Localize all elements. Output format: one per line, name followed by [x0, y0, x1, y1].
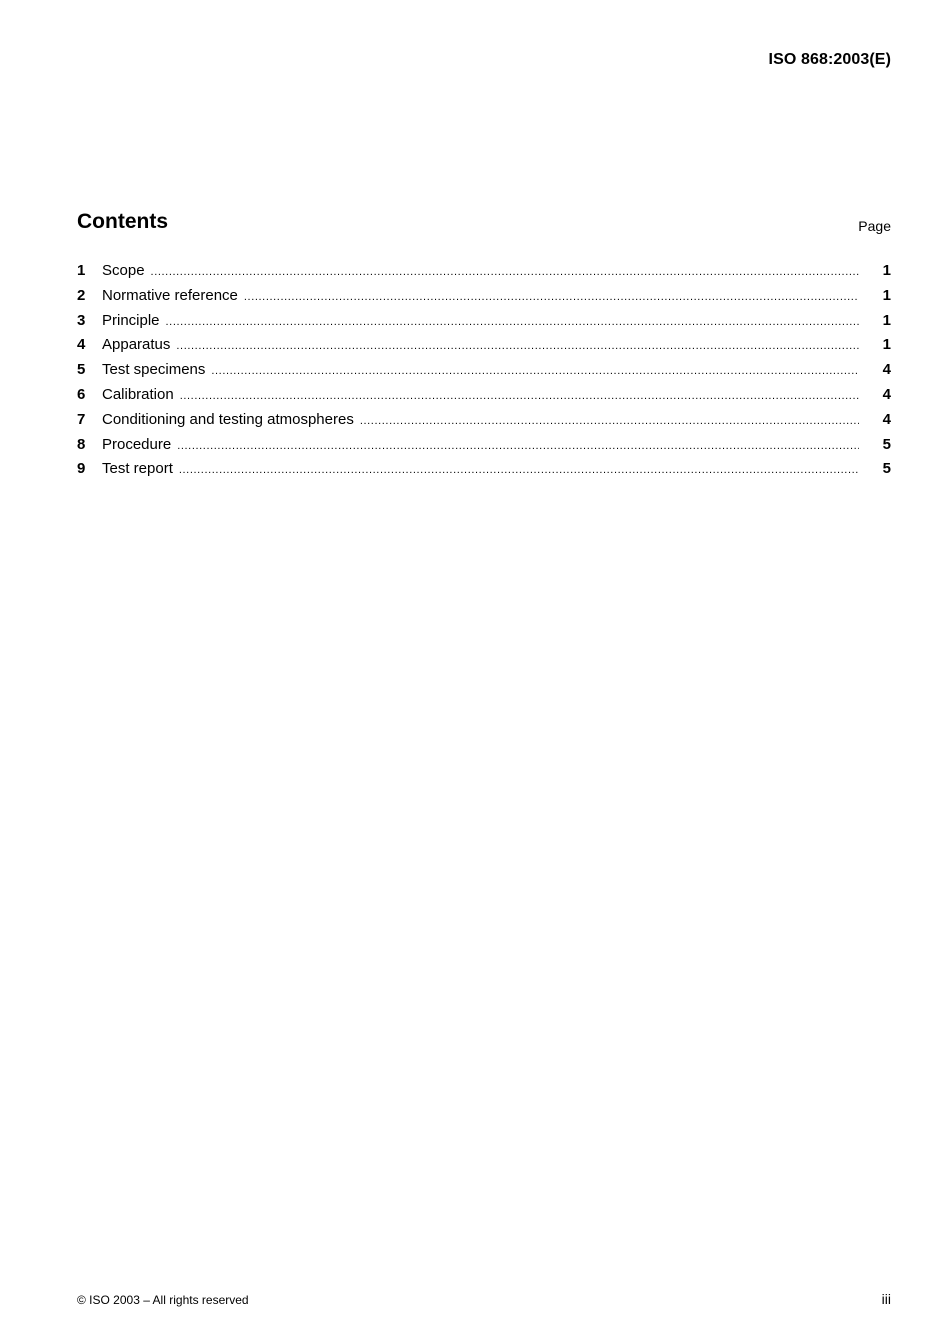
- table-of-contents: [77, 262, 891, 485]
- toc-entry-page: 5: [882, 435, 891, 453]
- toc-entry-number: 4: [77, 336, 86, 354]
- toc-entry-title: Test report: [102, 460, 173, 478]
- dot-leader: [244, 291, 859, 303]
- toc-entry-number: 1: [77, 262, 86, 279]
- toc-entry-title: Apparatus: [102, 336, 171, 354]
- toc-entry-page: 1: [882, 286, 891, 304]
- toc-entry-conditioning[interactable]: [77, 411, 891, 436]
- dot-leader: [179, 464, 859, 476]
- toc-entry-procedure[interactable]: [77, 436, 891, 461]
- dot-leader: [176, 340, 859, 352]
- toc-entry-page: 5: [882, 460, 891, 478]
- toc-entry-number: 6: [77, 385, 86, 403]
- toc-entry-number: 9: [77, 460, 86, 478]
- toc-entry-number: 7: [77, 410, 86, 428]
- toc-entry-page: 4: [882, 361, 891, 379]
- dot-leader: [360, 415, 859, 427]
- toc-entry-test-specimens[interactable]: [77, 361, 891, 386]
- toc-entry-title: Normative reference: [102, 286, 238, 304]
- toc-entry-title: Test specimens: [102, 361, 206, 379]
- toc-entry-principle[interactable]: [77, 312, 891, 337]
- copyright-notice: © ISO 2003 – All rights reserved: [77, 1293, 249, 1307]
- toc-entry-page: 4: [882, 410, 891, 428]
- dot-leader: [151, 266, 859, 278]
- toc-entry-scope[interactable]: [77, 262, 891, 287]
- dot-leader: [177, 440, 859, 452]
- toc-entry-apparatus[interactable]: [77, 336, 891, 361]
- page-number: iii: [881, 1291, 891, 1307]
- dot-leader: [211, 365, 859, 377]
- toc-entry-title: Conditioning and testing atmospheres: [102, 410, 354, 428]
- contents-heading: Contents: [77, 210, 168, 233]
- toc-entry-normative-reference[interactable]: [77, 287, 891, 312]
- toc-entry-number: 5: [77, 361, 86, 379]
- toc-entry-number: 8: [77, 435, 86, 453]
- toc-entry-title: Scope: [102, 262, 145, 279]
- toc-entry-calibration[interactable]: [77, 386, 891, 411]
- document-reference: ISO 868:2003(E): [768, 51, 891, 68]
- dot-leader: [166, 316, 859, 328]
- toc-entry-title: Calibration: [102, 385, 174, 403]
- toc-entry-page: 1: [882, 262, 891, 279]
- toc-entry-page: 4: [882, 385, 891, 403]
- dot-leader: [180, 390, 859, 402]
- toc-entry-test-report[interactable]: [77, 460, 891, 485]
- toc-entry-page: 1: [882, 311, 891, 329]
- toc-entry-title: Procedure: [102, 435, 172, 453]
- toc-entry-title: Principle: [102, 311, 160, 329]
- page-column-label: Page: [858, 218, 891, 234]
- toc-entry-number: 2: [77, 286, 86, 304]
- toc-entry-number: 3: [77, 311, 86, 329]
- toc-entry-page: 1: [882, 336, 891, 354]
